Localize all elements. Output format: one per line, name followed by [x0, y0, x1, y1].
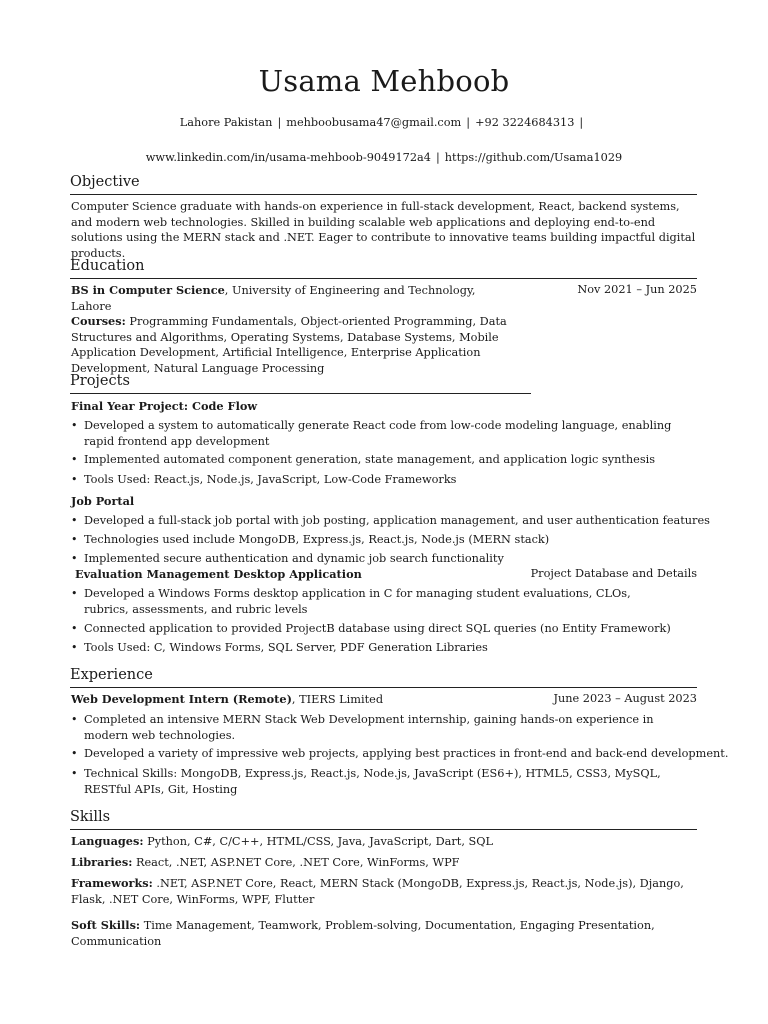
experience-dates: June 2023 – August 2023: [553, 692, 697, 705]
section-title-skills: Skills: [70, 809, 111, 825]
skills-row-libraries: [71, 855, 699, 871]
project-title: Job Portal: [71, 494, 135, 508]
bullet-glyph: •: [71, 747, 78, 760]
bullet-glyph: •: [71, 514, 78, 527]
location-text: Lahore Pakistan: [179, 116, 273, 129]
objective-text: Computer Science graduate with hands-on experience in full-stack development, React, backend systems, and modern web technologies. Skilled in building scalable web applications and deploying end-to-end solutions using the MERN stack and .NET. Eager to contribute to innovative teams building impactful digital products.: [71, 200, 696, 260]
list-item: [71, 640, 699, 656]
bullet-text: Developed a system to automatically generate React code from low-code modeling language, enabling rapid frontend app development: [84, 419, 672, 448]
bullet-text: Technical Skills: MongoDB, Express.js, React.js, Node.js, JavaScript (ES6+), HTML5, CSS3, MySQL, RESTful APIs, Git, Hosting: [84, 767, 661, 796]
candidate-name: Usama Mehboob: [258, 64, 510, 98]
bullet-glyph: •: [71, 622, 78, 635]
section-title-objective: Objective: [70, 174, 140, 190]
education-dates: Nov 2021 – Jun 2025: [577, 283, 697, 296]
courses-list: Programming Fundamentals, Object-oriented Programming, Data Structures and Algorithms, Operating Systems, Database Systems, Mobile Application Development, Artificial Intelligence, Enterprise Application Development, Natural Language Processing: [71, 315, 507, 375]
bullet-text: Developed a full-stack job portal with job posting, application management, and user authentication features: [84, 514, 710, 527]
list-item: [71, 532, 699, 548]
degree: BS in Computer Science: [71, 283, 225, 297]
skills-label: Libraries:: [71, 855, 133, 869]
separator: |: [579, 116, 584, 129]
bullet-glyph: •: [71, 533, 78, 546]
project-title: Final Year Project: Code Flow: [71, 399, 258, 413]
institution: , University of Engineering and Technology, Lahore: [71, 284, 476, 313]
skills-label: Frameworks:: [71, 876, 153, 890]
skills-value: Python, C#, C/C++, HTML/CSS, Java, JavaScript, Dart, SQL: [143, 835, 494, 848]
section-divider: [70, 829, 697, 830]
section-divider: [70, 393, 531, 394]
skills-label: Soft Skills:: [71, 918, 141, 932]
education-entry: [71, 283, 511, 376]
skills-value: React, .NET, ASP.NET Core, .NET Core, WinForms, WPF: [132, 856, 460, 869]
separator: |: [277, 116, 282, 129]
bullet-glyph: •: [71, 453, 78, 466]
list-item: [71, 621, 699, 637]
bullet-glyph: •: [71, 713, 78, 726]
skills-value: Time Management, Teamwork, Problem-solving, Documentation, Engaging Presentation, Communication: [71, 919, 655, 948]
bullet-glyph: •: [71, 587, 78, 600]
list-item: [71, 712, 699, 743]
list-item: [71, 766, 699, 797]
list-item: [71, 513, 711, 529]
skills-row-languages: [71, 834, 699, 850]
list-item: [71, 472, 699, 488]
experience-heading: [71, 692, 383, 708]
phone-text: +92 3224684313: [475, 116, 575, 129]
project-database-link[interactable]: Project Database and Details: [530, 567, 697, 580]
separator: |: [435, 151, 440, 164]
bullet-text: Developed a Windows Forms desktop application in C for managing student evaluations, CLOs, rubrics, assessments, and rubric levels: [84, 587, 631, 616]
bullet-glyph: •: [71, 473, 78, 486]
list-item: [71, 551, 699, 567]
section-divider: [70, 278, 697, 279]
separator: |: [466, 116, 471, 129]
bullet-text: Implemented secure authentication and dynamic job search functionality: [84, 552, 504, 565]
list-item: [71, 418, 699, 449]
bullet-text: Technologies used include MongoDB, Express.js, React.js, Node.js (MERN stack): [84, 533, 550, 546]
github-link[interactable]: https://github.com/Usama1029: [444, 151, 623, 164]
bullet-glyph: •: [71, 552, 78, 565]
section-divider: [70, 194, 697, 195]
company-name: , TIERS Limited: [291, 693, 384, 706]
email-link[interactable]: mehboobusama47@gmail.com: [286, 116, 462, 129]
bullet-text: Tools Used: React.js, Node.js, JavaScript, Low-Code Frameworks: [84, 473, 457, 486]
project-title: Evaluation Management Desktop Application: [75, 567, 362, 581]
bullet-glyph: •: [71, 767, 78, 780]
contact-line-primary: [0, 116, 768, 129]
skills-label: Languages:: [71, 834, 144, 848]
bullet-text: Developed a variety of impressive web projects, applying best practices in front-end and back-end development.: [84, 747, 729, 760]
section-divider: [70, 687, 697, 688]
bullet-text: Implemented automated component generation, state management, and application logic synthesis: [84, 453, 656, 466]
bullet-text: Completed an intensive MERN Stack Web Development internship, gaining hands-on experience in modern web technologies.: [84, 713, 654, 742]
courses-label: Courses:: [71, 314, 126, 328]
section-title-experience: Experience: [70, 667, 153, 683]
bullet-text: Tools Used: C, Windows Forms, SQL Server, PDF Generation Libraries: [84, 641, 488, 654]
section-title-education: Education: [70, 258, 145, 274]
list-item: [71, 452, 699, 468]
section-title-projects: Projects: [70, 373, 130, 389]
list-item: [71, 586, 699, 617]
contact-line-links: [0, 151, 768, 164]
bullet-glyph: •: [71, 641, 78, 654]
bullet-text: Connected application to provided ProjectB database using direct SQL queries (no Entity Framework): [84, 622, 671, 635]
list-item: [71, 746, 729, 762]
skills-row-frameworks: [71, 876, 699, 907]
bullet-glyph: •: [71, 419, 78, 432]
skills-row-soft-skills: [71, 918, 671, 949]
skills-value: .NET, ASP.NET Core, React, MERN Stack (MongoDB, Express.js, React.js, Node.js), Django, Flask, .NET Core, WinForms, WPF, Flutter: [71, 877, 684, 906]
linkedin-link[interactable]: www.linkedin.com/in/usama-mehboob-9049172a4: [145, 151, 431, 164]
job-role: Web Development Intern (Remote): [71, 692, 292, 706]
